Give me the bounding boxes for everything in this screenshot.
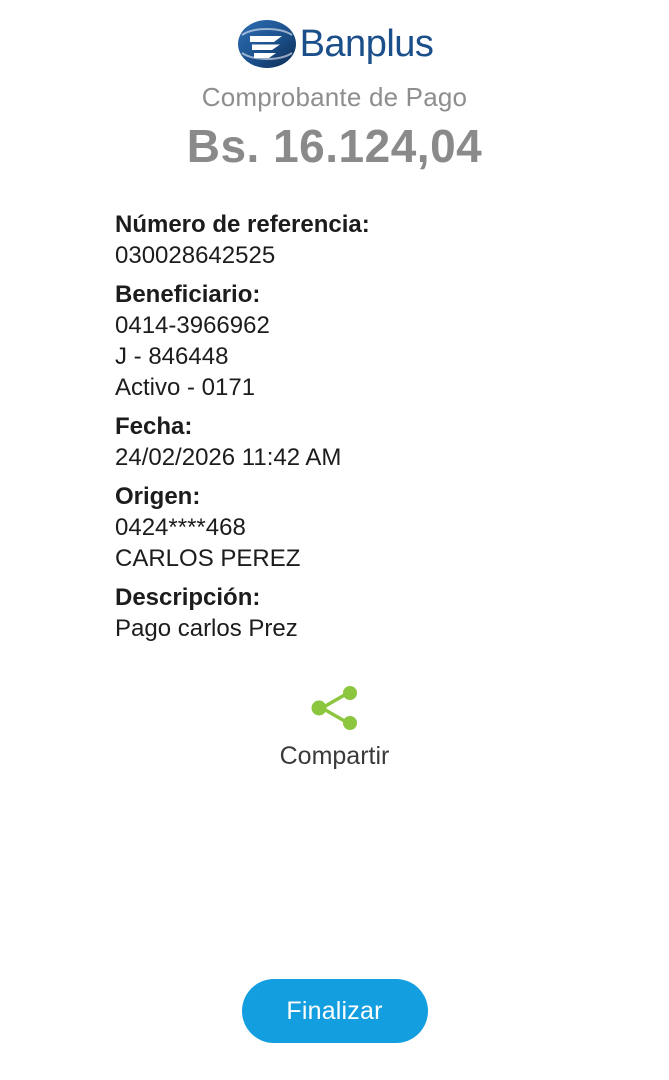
reference-label: Número de referencia: xyxy=(115,211,370,238)
date-group xyxy=(115,411,639,473)
share-icon[interactable] xyxy=(303,682,367,734)
description-group xyxy=(115,582,639,644)
beneficiary-document: J - 846448 xyxy=(115,343,229,370)
date-value: 24/02/2026 11:42 AM xyxy=(115,444,342,471)
share-action[interactable] xyxy=(0,682,669,771)
origin-label: Origen: xyxy=(115,483,201,510)
beneficiary-phone: 0414-3966962 xyxy=(115,312,270,339)
description-label: Descripción: xyxy=(115,584,261,611)
brand-header xyxy=(236,14,434,74)
date-label: Fecha: xyxy=(115,413,193,440)
beneficiary-label: Beneficiario: xyxy=(115,281,261,308)
finish-button[interactable]: Finalizar xyxy=(242,979,428,1043)
amount-total: Bs. 16.124,04 xyxy=(186,120,483,172)
beneficiary-group xyxy=(115,279,639,403)
beneficiary-account: Activo - 0171 xyxy=(115,374,256,401)
description-value: Pago carlos Prez xyxy=(115,615,298,642)
origin-account: 0424****468 xyxy=(115,514,246,541)
reference-value: 030028642525 xyxy=(115,242,276,269)
footer-bar xyxy=(0,942,669,1080)
reference-group xyxy=(115,209,639,271)
banplus-globe-icon xyxy=(236,15,298,73)
receipt-details xyxy=(0,207,669,644)
origin-group xyxy=(115,481,639,574)
page-subtitle: Comprobante de Pago xyxy=(201,82,468,112)
share-label[interactable]: Compartir xyxy=(279,742,390,770)
origin-holder: CARLOS PEREZ xyxy=(115,545,301,572)
brand-name: Banplus xyxy=(299,22,434,65)
